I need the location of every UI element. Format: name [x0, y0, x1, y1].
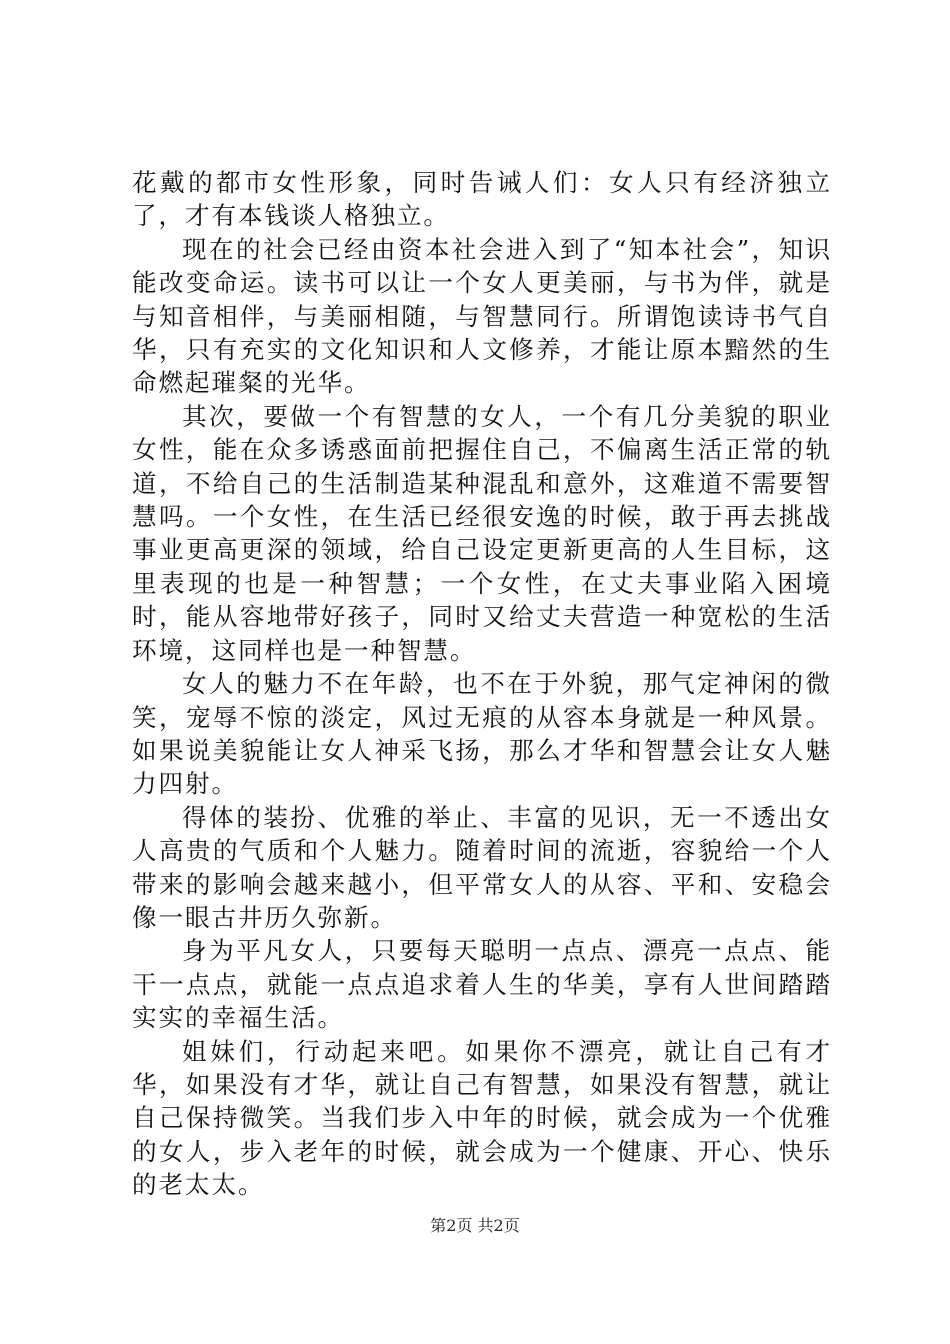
page-number-footer: 第2页 共2页	[430, 1216, 520, 1235]
paragraph: 现在的社会已经由资本社会进入到了“知本社会”，知识能改变命运。读书可以让一个女人更美丽，与书为伴，就是与知音相伴，与美丽相随，与智慧同行。所谓饱读诗书气自华，只有充实的文化知识和人文修养，才能让原本黯然的生命燃起璀粲的光华。	[132, 234, 832, 398]
paragraph: 女人的魅力不在年龄，也不在于外貌，那气定神闲的微笑，宠辱不惊的淡定，风过无痕的从容本身就是一种风景。如果说美貌能让女人神采飞扬，那么才华和智慧会让女人魅力四射。	[132, 669, 832, 799]
paragraph: 其次，要做一个有智慧的女人，一个有几分美貌的职业女性，能在众多诱惑面前把握住自己，不偏离生活正常的轨道，不给自己的生活制造某种混乱和意外，这难道不需要智慧吗。一个女性，在生活已经很安逸的时候，敢于再去挑战事业更高更深的领域，给自己设定更新更高的人生目标，这里表现的也是一种智慧；一个女性，在丈夫事业陷入困境时，能从容地带好孩子，同时又给丈夫营造一种宽松的生活环境，这同样也是一种智慧。	[132, 401, 832, 665]
paragraph: 身为平凡女人，只要每天聪明一点点、漂亮一点点、能干一点点，就能一点点追求着人生的华美，享有人世间踏踏实实的幸福生活。	[132, 936, 832, 1033]
document-body	[132, 166, 832, 1202]
paragraph: 姐妹们，行动起来吧。如果你不漂亮，就让自己有才华，如果没有才华，就让自己有智慧，如果没有智慧，就让自己保持微笑。当我们步入中年的时候，就会成为一个优雅的女人，步入老年的时候，就会成为一个健康、开心、快乐的老太太。	[132, 1036, 832, 1200]
paragraph-continuation: 花戴的都市女性形象，同时告诫人们：女人只有经济独立了，才有本钱谈人格独立。	[132, 168, 832, 231]
paragraph: 得体的装扮、优雅的举止、丰富的见识，无一不透出女人高贵的气质和个人魅力。随着时间的流逝，容貌给一个人带来的影响会越来越小，但平常女人的从容、平和、安稳会像一眼古井历久弥新。	[132, 802, 832, 932]
